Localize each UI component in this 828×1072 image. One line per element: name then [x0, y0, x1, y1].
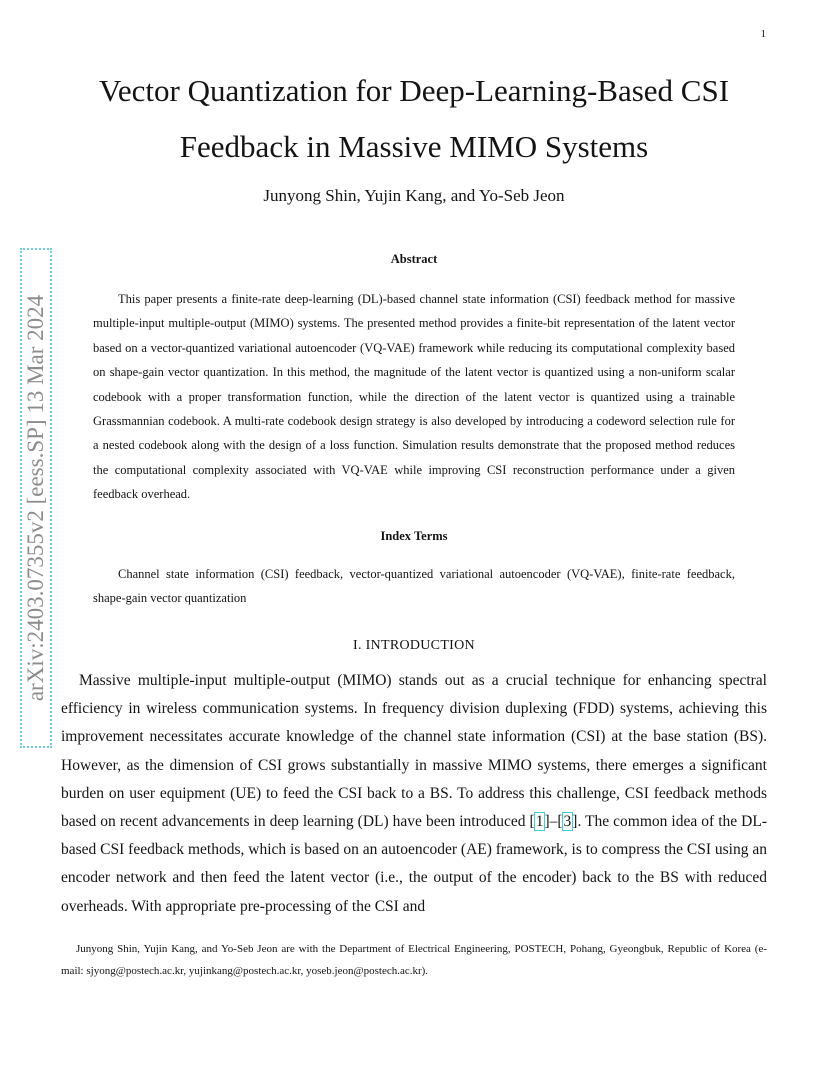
author-affiliation-footnote: Junyong Shin, Yujin Kang, and Yo-Seb Jeon are with the Department of Electrical Engineering, POSTECH, Pohang, Gyeongbuk, Republic of Korea (e-mail: sjyong@postech.ac.kr, yujinkang@postech.ac.kr, yoseb.jeon@postech.ac.kr).	[61, 943, 767, 977]
abstract-text: This paper presents a finite-rate deep-learning (DL)-based channel state information (CSI) feedback method for massive multiple-input multiple-output (MIMO) systems. The presented method provides a finite-bit representation of the latent vector based on a vector-quantized variational autoencoder (VQ-VAE) framework while reducing its computational complexity based on shape-gain vector quantization. In this method, the magnitude of the latent vector is quantized using a non-uniform scalar codebook with a proper transformation function, while the direction of the latent vector is quantized using a trainable Grassmannian codebook. A multi-rate codebook design strategy is also developed by introducing a codeword selection rule for a nested codebook along with the design of a loss function. Simulation results demonstrate that the proposed method reduces the computational complexity associated with VQ-VAE while improving CSI reconstruction performance under a given feedback overhead.	[93, 292, 735, 502]
introduction-text	[61, 667, 767, 921]
citation-link-3[interactable]: 3	[563, 813, 572, 831]
intro-text-part-1: Massive multiple-input multiple-output (MIMO) stands out as a crucial technique for enhancing spectral efficiency in wireless communication systems. In frequency division duplexing (FDD) systems, achieving this improvement necessitates accurate knowledge of the channel state information (CSI) at the base station (BS). However, as the dimension of CSI grows substantially in massive MIMO systems, there emerges a significant burden on user equipment (UE) to feed the CSI back to a BS. To address this challenge, CSI feedback methods based on recent advancements in deep learning (DL) have been introduced [	[61, 672, 767, 831]
arxiv-identifier: arXiv:2403.07355v2 [eess.SP] 13 Mar 2024	[23, 294, 48, 702]
arxiv-stamp[interactable]	[20, 248, 52, 748]
introduction-heading: I. INTRODUCTION	[353, 638, 475, 653]
intro-text-part-2: ]–[	[544, 813, 563, 831]
index-terms-text: Channel state information (CSI) feedback, vector-quantized variational autoencoder (VQ-VAE), finite-rate feedback, shape-gain vector quantization	[93, 567, 735, 606]
index-terms-heading: Index Terms	[380, 529, 448, 543]
citation-link-1[interactable]: 1	[535, 813, 544, 831]
abstract-heading: Abstract	[390, 252, 438, 266]
paper-title: Vector Quantization for Deep-Learning-Based CSI Feedback in Massive MIMO Systems	[98, 73, 730, 164]
page-number: 1	[760, 28, 766, 40]
intro-text-part-3: ]. The common idea of the DL-based CSI feedback methods, which is based on an autoencoder (AE) framework, is to compress the CSI using an encoder network and then feed the latent vector (i.e., the output of the encoder) back to the BS with reduced overheads. With appropriate pre-processing of the CSI and	[61, 813, 767, 915]
author-list: Junyong Shin, Yujin Kang, and Yo-Seb Jeon	[263, 186, 565, 205]
